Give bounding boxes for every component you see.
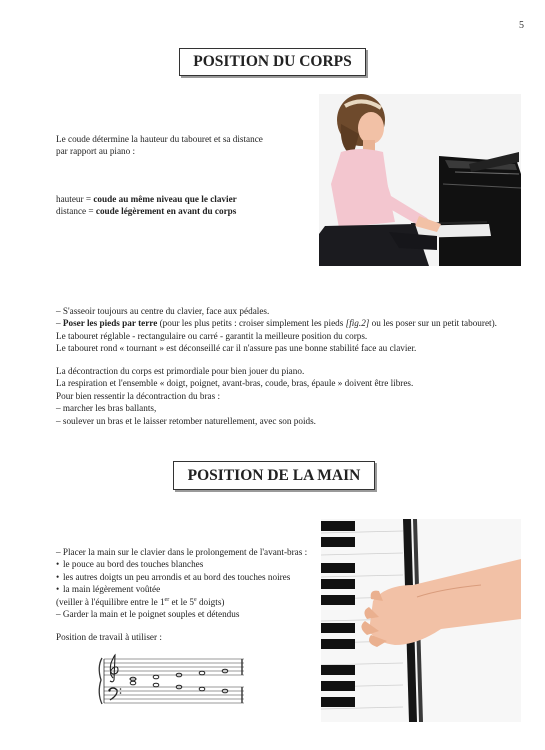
bullet-icon: • [56,559,60,570]
work-position-label: Position de travail à utiliser : [56,632,162,642]
finger-balance-note: (veiller à l'équilibre entre le 1er et le 5e doigts) [56,596,225,607]
hand-bullet-1: • le pouce au bord des touches blanches [56,559,204,570]
height-value: coude au même niveau que le clavier [93,194,237,204]
seating-line-1: – S'asseoir toujours au centre du clavier, face aux pédales. [56,306,270,316]
relaxation-line-4: – marcher les bras ballants, [56,403,157,414]
bullet-icon: • [56,571,60,582]
intro-line-2: par rapport au piano : [56,146,136,157]
hand-position-paragraph [56,546,307,620]
hand-line-last: – Garder la main et le poignet souples et détendus [56,608,240,619]
intro-paragraph [56,133,263,158]
height-line: hauteur = coude au même niveau que le clavier [56,194,237,204]
relaxation-line-1: La décontraction du corps est primordiale pour bien jouer du piano. [56,366,305,376]
page-number: 5 [519,20,524,31]
relaxation-paragraph [56,365,413,427]
hand-bullet-3: • la main légèrement voûtée [56,584,161,595]
feet-on-floor-bold: Poser les pieds par terre [62,318,158,329]
grand-staff-notation [96,653,246,709]
seating-line-2: – Poser les pieds par terre (pour les plus petits : croiser simplement les pieds [fig.2] ou les poser sur un petit tabouret). [56,318,497,329]
section-title-body-position: POSITION DU CORPS [179,48,366,76]
girl-at-piano-photo [319,94,521,266]
seating-line-3: Le tabouret réglable - rectangulaire ou carré - garantit la meilleure position du corps. [56,330,368,341]
distance-line: distance = coude légèrement en avant du corps [56,206,237,217]
seating-line-4: Le tabouret rond « tournant » est déconseillé car il n'assure pas une bonne stabilité face au clavier. [56,343,417,354]
hand-bullet-2: • les autres doigts un peu arrondis et au bord des touches noires [56,571,291,582]
bullet-icon: • [56,584,60,595]
seating-paragraph [56,305,497,355]
hand-on-keyboard-photo [321,519,521,722]
relaxation-line-3: Pour bien ressentir la décontraction du bras : [56,390,221,401]
distance-value: coude légèrement en avant du corps [95,206,237,217]
relaxation-line-2: La respiration et l'ensemble « doigt, poignet, avant-bras, coude, bras, épaule » doivent être libres. [56,378,414,389]
relaxation-line-5: – soulever un bras et le laisser retomber naturellement, avec son poids. [56,415,316,426]
intro-line-1: Le coude détermine la hauteur du tabouret et sa distance [56,134,263,144]
section-title-hand-position: POSITION DE LA MAIN [173,461,375,490]
hand-line-1: – Placer la main sur le clavier dans le prolongement de l'avant-bras : [56,547,308,557]
figure-reference: [fig.2] [345,318,370,329]
height-distance-block [56,193,237,218]
